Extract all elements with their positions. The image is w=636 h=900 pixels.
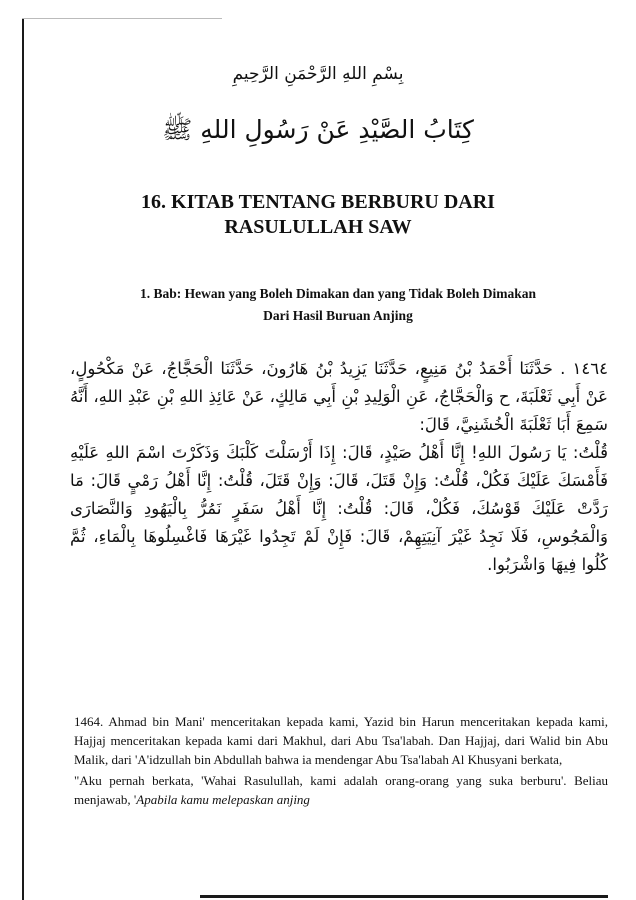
bab-heading-line-2: Dari Hasil Buruan Anjing — [263, 308, 413, 323]
page-top-border — [22, 18, 222, 19]
bab-heading-line-1: 1. Bab: Hewan yang Boleh Dimakan dan yang Tidak Boleh Dimakan — [140, 286, 536, 301]
translation-paragraph-1: 1464. Ahmad bin Mani' menceritakan kepada kami, Yazid bin Harun menceritakan kepada kami, Hajjaj menceritakan kepada kami dari Makhul, dari Abu Tsa'labah. Dan Hajjaj, dari Walid bin Abu Malik, dari 'A'idzullah bin Abdullah bahwa ia mendengar Abu Tsa'labah Al Khusyani berkata, — [74, 714, 608, 767]
hadith-arabic-text — [70, 355, 608, 579]
hadith-isnad: ١٤٦٤ . حَدَّثَنَا أَحْمَدُ بْنُ مَنِيعٍ، حَدَّثَنَا يَزِيدُ بْنُ هَارُونَ، حَدَّثَنَا الْحَجَّاجُ، عَنْ مَكْحُولٍ، عَنْ أَبِي ثَعْلَبَةَ، ح وَالْحَجَّاجُ، عَنِ الْوَلِيدِ بْنِ أَبِي مَالِكٍ، عَنْ عَائِذِ اللهِ بْنِ عَبْدِ اللهِ، أَنَّهُ سَمِعَ أَبَا ثَعْلَبَةَ الْخُشَنِيَّ، قَالَ: — [70, 359, 608, 434]
chapter-title-line-1: 16. KITAB TENTANG BERBURU DARI — [141, 191, 495, 213]
bab-heading — [62, 283, 614, 327]
hadith-translation — [74, 712, 608, 809]
translation-paragraph-2-text: "Aku pernah berkata, 'Wahai Rasulullah, kami adalah orang-orang yang suka berburu'. Beliau menjawab, ' — [74, 773, 608, 807]
chapter-title — [60, 190, 576, 240]
chapter-title-line-2: RASULULLAH SAW — [224, 216, 412, 238]
translation-paragraph-2 — [74, 771, 608, 809]
arabic-chapter-title: كِتَابُ الصَّيْدِ عَنْ رَسُولِ اللهِ ﷺ — [162, 115, 474, 144]
basmala: بِسْمِ اللهِ الرَّحْمَنِ الرَّحِيمِ — [232, 64, 404, 84]
hadith-matn: قُلْتُ: يَا رَسُولَ اللهِ! إِنَّا أَهْلُ صَيْدٍ، قَالَ: إِذَا أَرْسَلْتَ كَلْبَكَ وَذَكَرْتَ اسْمَ اللهِ عَلَيْهِ فَأَمْسَكَ عَلَيْكَ فَكُلْ، قُلْتُ: وَإِنْ قَتَلَ، قَالَ: وَإِنْ قَتَلَ، قُلْتُ: إِنَّا أَهْلُ رَمْيٍ قَالَ: مَا رَدَّتْ عَلَيْكَ قَوْسُكَ، فَكُلْ، قَالَ: قُلْتُ: إِنَّا أَهْلُ سَفَرٍ نَمُرُّ بِالْيَهُودِ وَالنَّصَارَى وَالْمَجُوسِ، فَلَا نَجِدُ غَيْرَ آنِيَتِهِمْ، قَالَ: فَإِنْ لَمْ تَجِدُوا غَيْرَهَا فَاغْسِلُوهَا بِالْمَاءِ، ثُمَّ كُلُوا فِيهَا وَاشْرَبُوا. — [70, 443, 608, 574]
bottom-rule — [200, 895, 608, 898]
page-left-border — [22, 18, 24, 900]
translation-paragraph-2-italic: Apabila kamu melepaskan anjing — [136, 792, 310, 807]
